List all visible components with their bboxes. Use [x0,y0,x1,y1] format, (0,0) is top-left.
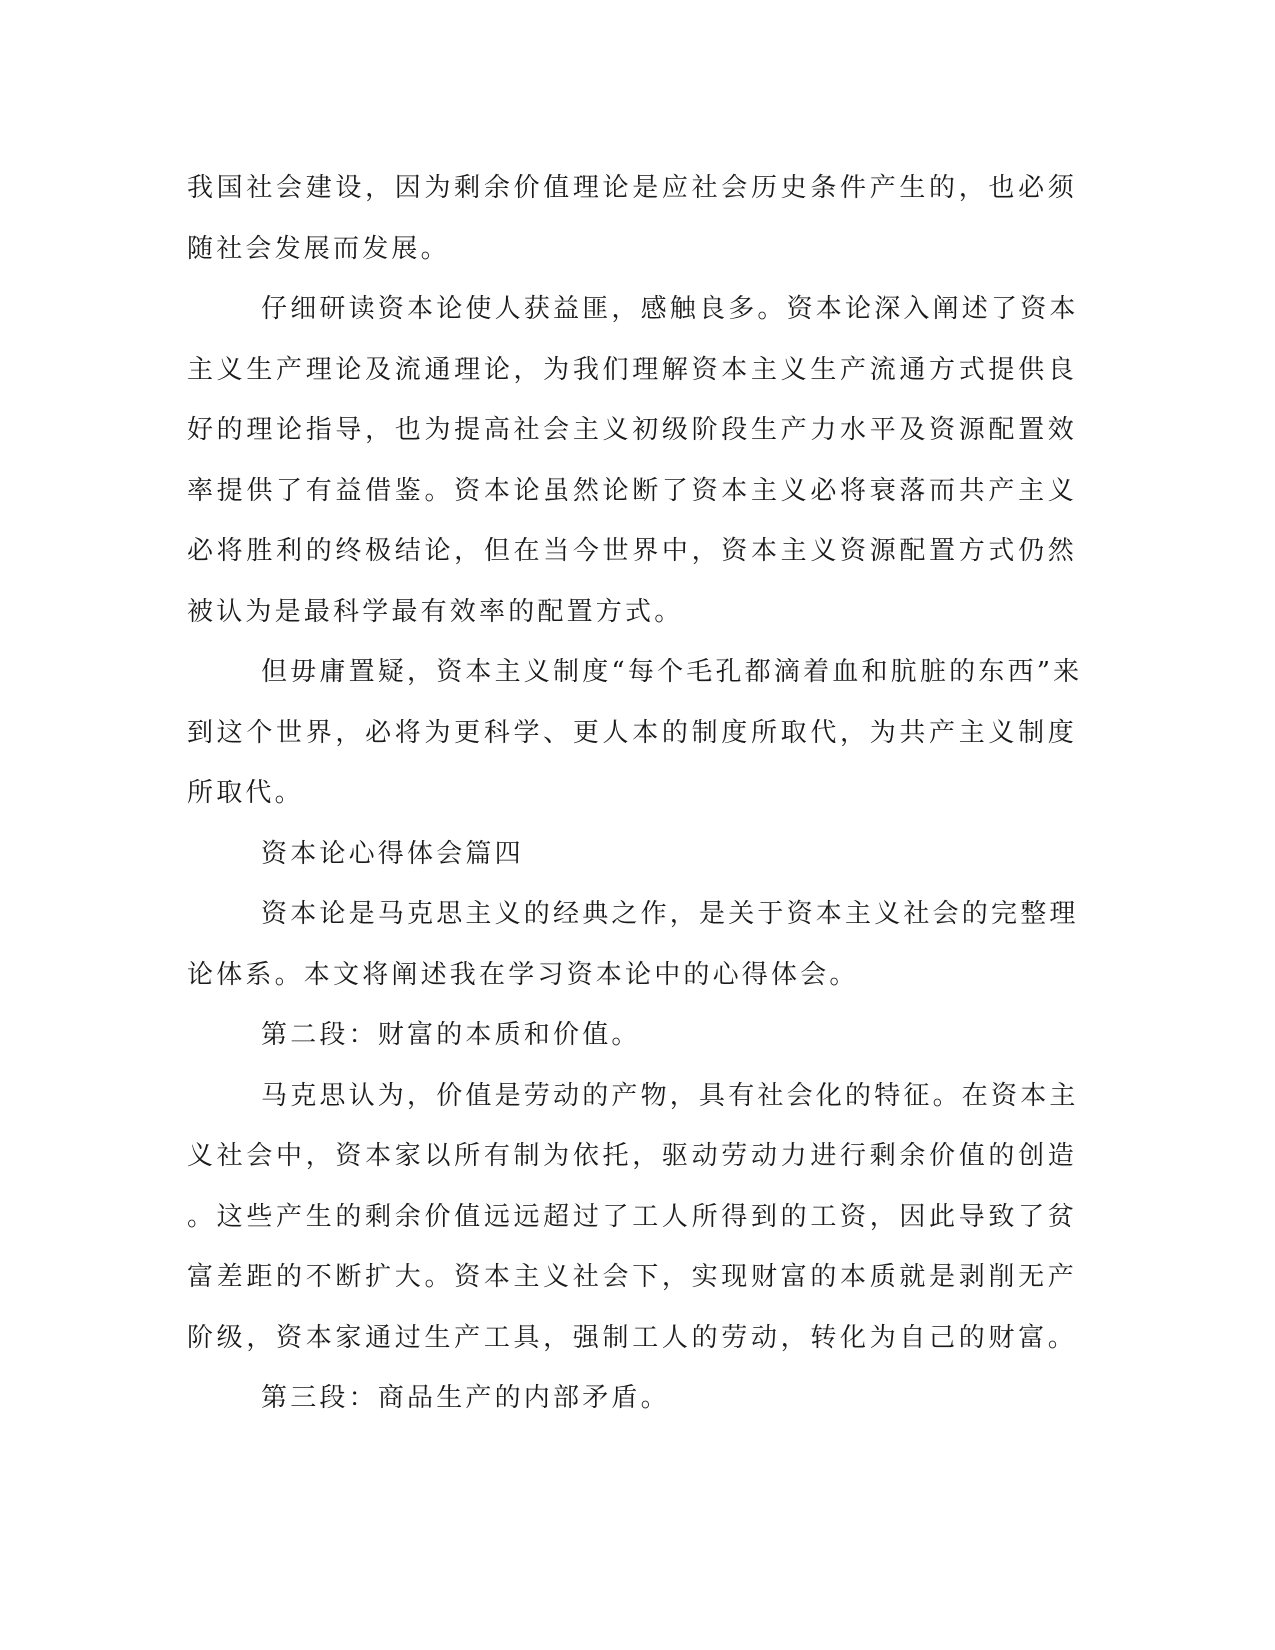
text-line: 论体系。本文将阐述我在学习资本论中的心得体会。 [187,959,859,990]
text-line: 马克思认为，价值是劳动的产物，具有社会化的特征。在资本主 [261,1080,1079,1111]
text-line: 阶级，资本家通过生产工具，强制工人的劳动，转化为自己的财富。 [187,1322,1077,1353]
text-line: 我国社会建设，因为剩余价值理论是应社会历史条件产生的，也必须 [187,173,1077,203]
text-line: 率提供了有益借鉴。资本论虽然论断了资本主义必将衰落而共产主义 [187,475,1077,506]
paragraph [187,884,1077,1005]
text-line: 但毋庸置疑，资本主义制度“每个毛孔都滴着血和肮脏的东西”来 [261,657,1083,687]
text-line: 资本论心得体会篇四 [261,838,524,869]
text-line: 第二段：财富的本质和价值。 [261,1020,641,1050]
section-heading [187,1368,1077,1429]
section-heading [187,1005,1077,1066]
text-line: 所取代。 [187,778,304,808]
paragraph [187,642,1083,824]
text-line: 好的理论指导，也为提高社会主义初级阶段生产力水平及资源配置效 [187,415,1077,445]
paragraph [187,279,1077,642]
text-line: 仔细研读资本论使人获益匪，感触良多。资本论深入阐述了资本 [261,294,1079,324]
text-line: 资本论是马克思主义的经典之作，是关于资本主义社会的完整理 [261,899,1079,929]
text-line: 第三段：商品生产的内部矛盾。 [261,1383,670,1413]
document-body [187,158,1083,1429]
text-line: 被认为是最科学最有效率的配置方式。 [187,596,684,627]
section-heading [187,824,1077,885]
text-line: 随社会发展而发展。 [187,233,450,264]
text-line: 富差距的不断扩大。资本主义社会下，实现财富的本质就是剥削无产 [187,1262,1077,1292]
paragraph [187,158,1077,279]
text-line: 必将胜利的终极结论，但在当今世界中，资本主义资源配置方式仍然 [187,536,1077,566]
text-line: 义社会中，资本家以所有制为依托，驱动劳动力进行剩余价值的创造 [187,1141,1077,1171]
paragraph [187,1066,1077,1369]
text-line: 主义生产理论及流通理论，为我们理解资本主义生产流通方式提供良 [187,354,1077,385]
text-line: 到这个世界，必将为更科学、更人本的制度所取代，为共产主义制度 [187,717,1077,748]
text-line: 。这些产生的剩余价值远远超过了工人所得到的工资，因此导致了贫 [187,1201,1077,1232]
